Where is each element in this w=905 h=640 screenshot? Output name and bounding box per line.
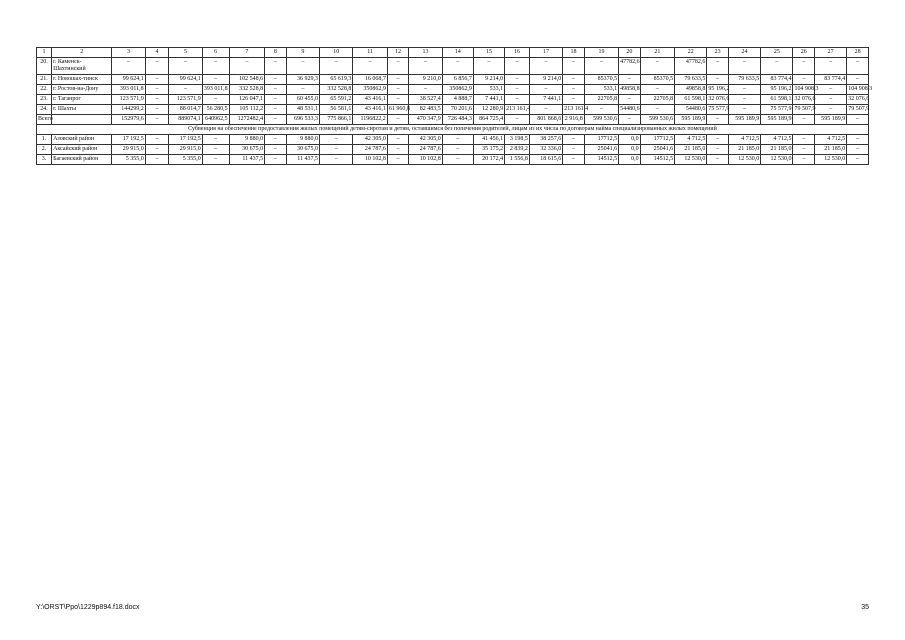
table-cell: 21 (640, 48, 674, 58)
table-cell: 7 441,1 (529, 95, 562, 105)
table-cell: – (286, 58, 319, 75)
table-cell: 533,1 (584, 85, 618, 95)
table-cell: 4 712,5 (728, 135, 760, 145)
table-cell: 332 528,8 (320, 85, 353, 95)
table-cell: 533,1 (473, 85, 504, 95)
table-cell: 35 175,2 (473, 145, 504, 155)
table-cell: – (265, 135, 287, 145)
table-cell: – (387, 115, 409, 125)
table-cell: – (640, 85, 674, 95)
table-cell: 123 571,9 (112, 95, 145, 105)
table-cell: 2. (37, 145, 52, 155)
table-cell: 350862,9 (353, 85, 387, 95)
table-cell: 10 (320, 48, 353, 58)
table-cell: 49858,8 (675, 85, 707, 95)
table-cell: 15 (473, 48, 504, 58)
table-cell: – (640, 58, 674, 75)
table-cell: 595 189,9 (814, 115, 846, 125)
table-cell: 25041,6 (640, 145, 674, 155)
table-cell: – (473, 58, 504, 75)
table-cell: – (265, 58, 287, 75)
table-cell: 41 456,1 (473, 135, 504, 145)
table-cell: 95 196,2 (707, 85, 729, 95)
table-cell: 14512,5 (640, 155, 674, 165)
table-cell: 2 839,2 (505, 145, 530, 155)
table-cell: 9 214,0 (473, 75, 504, 85)
table-cell: – (320, 135, 353, 145)
table-cell: 10 102,8 (409, 155, 442, 165)
table-row (37, 85, 869, 95)
section-title-row (37, 125, 869, 135)
table-cell: 9 880,0 (286, 135, 319, 145)
table-cell: 61 598,1 (675, 95, 707, 105)
page-number: 35 (861, 604, 869, 611)
table-cell: 48 531,1 (286, 105, 319, 115)
table-row (37, 135, 869, 145)
table-cell: – (145, 155, 169, 165)
table-cell: 4 888,7 (442, 95, 473, 105)
table-cell: 0,0 (619, 145, 641, 155)
table-cell: 22705,8 (640, 95, 674, 105)
table-cell: – (814, 85, 846, 95)
table-cell: 9 210,0 (409, 75, 442, 85)
table-cell: 102 548,6 (229, 75, 265, 85)
table-cell: 726 484,3 (442, 115, 473, 125)
table-cell: 42 305,0 (409, 135, 442, 145)
table-cell: 26 (793, 48, 815, 58)
table-cell: 9 880,0 (229, 135, 265, 145)
table-cell: 12 530,0 (728, 155, 760, 165)
table-cell: 83 774,4 (814, 75, 846, 85)
budget-table (36, 47, 873, 165)
table-cell: 20 (619, 48, 641, 58)
table-cell: 65 591,2 (320, 95, 353, 105)
table-cell: – (728, 58, 760, 75)
table-cell: – (387, 145, 409, 155)
table-cell: 22705,8 (584, 95, 618, 105)
table-cell: – (202, 95, 229, 105)
table-cell: 20. (37, 58, 52, 75)
section-title: Субвенция на обеспечение предоставления жилых помещений детям-сиротам и детям, оставшимся без попечения родителей, лицам из их числа по договорам найма специализированных жилых помещений (37, 125, 869, 135)
table-cell: 79 507,9 (793, 105, 815, 115)
table-cell: – (387, 58, 409, 75)
table-cell: – (265, 105, 287, 115)
table-cell: – (793, 75, 815, 85)
table-cell: – (793, 58, 815, 75)
table-cell: 88 014,7 (169, 105, 202, 115)
table-cell: – (145, 95, 169, 105)
table-row (37, 155, 869, 165)
table-cell: 22 (675, 48, 707, 58)
table-cell: 11 437,5 (229, 155, 265, 165)
table-cell: – (619, 95, 641, 105)
table-cell: 1272482,4 (229, 115, 265, 125)
table-cell: 4 712,5 (761, 135, 793, 145)
table-cell: 32 336,0 (529, 145, 562, 155)
table-cell: – (529, 105, 562, 115)
table-cell: 5 355,0 (112, 155, 145, 165)
table-cell: – (442, 58, 473, 75)
table-cell: 79 633,5 (728, 75, 760, 85)
table-cell: – (640, 105, 674, 115)
table-cell: – (202, 155, 229, 165)
table-cell: 1 556,8 (505, 155, 530, 165)
table-cell: – (505, 75, 530, 85)
table-cell: – (847, 155, 869, 165)
table-cell: 104 908,3 (847, 85, 869, 95)
table-cell: 99 624,1 (112, 75, 145, 85)
row-name-cell: г. Каменск-Шахтинский (52, 58, 112, 75)
table-cell: 10 102,8 (353, 155, 387, 165)
table-cell: 75 577,9 (761, 105, 793, 115)
table-cell: 126 047,1 (229, 95, 265, 105)
table-cell: – (761, 58, 793, 75)
table-row (37, 58, 869, 75)
table-cell: 79 507,9 (847, 105, 869, 115)
table-cell: 25041,6 (584, 145, 618, 155)
table-cell: – (265, 95, 287, 105)
table-row (37, 145, 869, 155)
table-cell: – (387, 155, 409, 165)
table-cell: – (286, 85, 319, 95)
table-cell: – (814, 95, 846, 105)
table-cell: 29 915,0 (169, 145, 202, 155)
table-cell: – (707, 75, 729, 85)
table-cell: 696 533,3 (286, 115, 319, 125)
table-cell: – (112, 58, 145, 75)
table-cell: 4 712,5 (675, 135, 707, 145)
table-cell: 83 774,4 (761, 75, 793, 85)
table-cell: 3 (112, 48, 145, 58)
table-cell: – (202, 58, 229, 75)
table-cell: 54480,6 (619, 105, 641, 115)
table-cell: – (202, 75, 229, 85)
table-cell: – (265, 115, 287, 125)
table-cell: 29 915,0 (112, 145, 145, 155)
table-cell: 889074,1 (169, 115, 202, 125)
table-cell: 1. (37, 135, 52, 145)
table-cell: 640962,5 (202, 115, 229, 125)
table-cell: 17 (529, 48, 562, 58)
table-cell: – (387, 75, 409, 85)
table-cell: 213 161,4 (563, 105, 585, 115)
table-cell: – (409, 58, 442, 75)
table-cell: 30 675,0 (229, 145, 265, 155)
table-cell: 152979,6 (112, 115, 145, 125)
table-cell: 12 530,0 (761, 155, 793, 165)
table-cell: 16 068,7 (353, 75, 387, 85)
table-cell: 24 (728, 48, 760, 58)
table-cell: 42 305,0 (353, 135, 387, 145)
table-cell: 18 615,6 (529, 155, 562, 165)
table-cell: – (563, 75, 585, 85)
table-cell: 43 416,1 (353, 95, 387, 105)
table-cell: 470 347,9 (409, 115, 442, 125)
table-cell: 0,0 (619, 135, 641, 145)
table-cell: – (387, 85, 409, 95)
table-cell: – (265, 155, 287, 165)
table-cell: – (169, 58, 202, 75)
table-cell: 775 866,1 (320, 115, 353, 125)
table-cell: 32 076,6 (707, 95, 729, 105)
table-cell: 12 280,9 (473, 105, 504, 115)
table-cell: – (563, 135, 585, 145)
table-cell: 16 (505, 48, 530, 58)
row-name-cell: Аксайский район (52, 145, 112, 155)
table-cell: 21. (37, 75, 52, 85)
table-cell: 23 (707, 48, 729, 58)
table-cell: – (145, 85, 169, 95)
table-cell: 12 530,0 (675, 155, 707, 165)
table-cell: – (353, 58, 387, 75)
table-cell: 5 355,0 (169, 155, 202, 165)
table-cell: 17712,5 (584, 135, 618, 145)
table-cell: 20 172,4 (473, 155, 504, 165)
table-cell: – (847, 75, 869, 85)
table-cell: 123 571,9 (169, 95, 202, 105)
table-cell: – (265, 145, 287, 155)
table-cell: 60 455,0 (286, 95, 319, 105)
table-cell: 213 161,4 (505, 105, 530, 115)
table-cell: – (265, 75, 287, 85)
table-cell: 75 577,9 (707, 105, 729, 115)
table-cell: 65 619,3 (320, 75, 353, 85)
table-cell: 38 527,4 (409, 95, 442, 105)
table-cell: – (847, 115, 869, 125)
table-cell: – (793, 155, 815, 165)
row-name-cell: г. Таганрог (52, 95, 112, 105)
table-cell: 17 192,5 (169, 135, 202, 145)
table-cell: – (584, 58, 618, 75)
table-cell: – (387, 95, 409, 105)
table-cell: – (563, 95, 585, 105)
table-cell: – (847, 135, 869, 145)
table-cell: – (707, 58, 729, 75)
table-cell: – (619, 115, 641, 125)
table-cell: 21 185,0 (728, 145, 760, 155)
table-cell: – (320, 145, 353, 155)
table-cell: 79 633,5 (675, 75, 707, 85)
table-cell: 4 (145, 48, 169, 58)
table-cell: 12 (387, 48, 409, 58)
table-cell: 595 189,9 (728, 115, 760, 125)
table-cell: 43 416,1 (353, 105, 387, 115)
table-cell: – (505, 95, 530, 105)
table-cell: 8 (265, 48, 287, 58)
row-name-cell: г. Новошах-тинск (52, 75, 112, 85)
row-name-cell: г. Ростов-на-Дону (52, 85, 112, 95)
table-cell: – (529, 85, 562, 95)
table-cell: – (707, 155, 729, 165)
table-cell: 7 441,1 (473, 95, 504, 105)
table-cell: 30 675,0 (286, 145, 319, 155)
table-cell: 24. (37, 105, 52, 115)
table-cell: 24 787,6 (353, 145, 387, 155)
table-cell: – (409, 85, 442, 95)
header-row (37, 48, 869, 58)
table-cell: 9 214,0 (529, 75, 562, 85)
table-cell: – (145, 145, 169, 155)
table-cell: – (529, 58, 562, 75)
table-cell: – (505, 58, 530, 75)
row-name-cell: Багаевский район (52, 155, 112, 165)
table-cell: – (793, 115, 815, 125)
table-cell: – (728, 95, 760, 105)
table-cell: 3. (37, 155, 52, 165)
table-cell: 332 528,8 (229, 85, 265, 95)
document-path: Y:\ORST\Ppo\1229p894.f18.docx (36, 604, 140, 611)
table-cell: 25 (761, 48, 793, 58)
table-cell: 13 (409, 48, 442, 58)
table-cell: – (145, 58, 169, 75)
table-cell: – (707, 115, 729, 125)
table-cell: 70 201,6 (442, 105, 473, 115)
table-cell: 17712,5 (640, 135, 674, 145)
table-cell: 4 712,5 (814, 135, 846, 145)
table-cell: 1196822,2 (353, 115, 387, 125)
table-cell: 18 (563, 48, 585, 58)
table-cell: 864 725,4 (473, 115, 504, 125)
table-cell: – (584, 105, 618, 115)
table-cell: – (505, 85, 530, 95)
table-cell: 85370,5 (640, 75, 674, 85)
table-cell: 6 856,7 (442, 75, 473, 85)
table-cell: 11 (353, 48, 387, 58)
table-cell: 0,0 (619, 155, 641, 165)
table-cell: – (145, 105, 169, 115)
table-cell: 54480,6 (675, 105, 707, 115)
table-cell: 47782,6 (675, 58, 707, 75)
table-cell: 105 112,2 (229, 105, 265, 115)
table-cell: 21 185,0 (675, 145, 707, 155)
table-row (37, 75, 869, 85)
table-cell: 95 196,2 (761, 85, 793, 95)
table-cell: – (563, 58, 585, 75)
table-cell: 56 280,5 (202, 105, 229, 115)
table-cell: 2 (52, 48, 112, 58)
table-cell: – (320, 58, 353, 75)
table-cell: 7 (229, 48, 265, 58)
table-cell: 14512,5 (584, 155, 618, 165)
table-cell: 23. (37, 95, 52, 105)
table-cell: 36 929,3 (286, 75, 319, 85)
table-cell: – (728, 85, 760, 95)
table-cell: 47782,6 (619, 58, 641, 75)
table-cell: – (847, 145, 869, 155)
table-cell: – (202, 135, 229, 145)
table-cell: – (202, 145, 229, 155)
table-cell: 85370,5 (584, 75, 618, 85)
table-cell: 12 530,0 (814, 155, 846, 165)
table-cell: – (442, 145, 473, 155)
table-cell: 350862,9 (442, 85, 473, 95)
table-cell: 144299,2 (112, 105, 145, 115)
table-cell: 801 868,6 (529, 115, 562, 125)
table-cell: 38 257,6 (529, 135, 562, 145)
table-cell: – (387, 135, 409, 145)
table-cell: – (229, 58, 265, 75)
table-cell: 27 (814, 48, 846, 58)
table-cell: 595 189,9 (761, 115, 793, 125)
table-cell: 104 908,3 (793, 85, 815, 95)
table-cell: 5 (169, 48, 202, 58)
row-name-cell (52, 115, 112, 125)
table-cell: 1 (37, 48, 52, 58)
table-cell: 2 916,8 (563, 115, 585, 125)
table-cell: 49858,8 (619, 85, 641, 95)
table-cell: 99 624,1 (169, 75, 202, 85)
table-cell: 595 189,9 (675, 115, 707, 125)
table-cell: – (563, 85, 585, 95)
table-cell: – (619, 75, 641, 85)
table-cell: – (728, 105, 760, 115)
table-cell: Всего (37, 115, 52, 125)
table-cell: 599 530,6 (640, 115, 674, 125)
table-cell: – (793, 145, 815, 155)
table-row (37, 105, 869, 115)
table-row (37, 115, 869, 125)
table-cell: 22. (37, 85, 52, 95)
table-cell: – (563, 155, 585, 165)
table-cell: 82 483,5 (409, 105, 442, 115)
table-cell: 21 185,0 (761, 145, 793, 155)
table-body (37, 48, 873, 165)
row-name-cell: Азовский район (52, 135, 112, 145)
table-cell: – (145, 75, 169, 85)
table-cell: – (505, 115, 530, 125)
table-cell: 393 011,8 (202, 85, 229, 95)
table-cell: – (814, 105, 846, 115)
table-cell: 24 787,6 (409, 145, 442, 155)
table-cell: 599 530,6 (584, 115, 618, 125)
table-cell: 32 076,6 (847, 95, 869, 105)
table-cell: 393 011,8 (112, 85, 145, 95)
table-cell: – (707, 145, 729, 155)
table-cell: 21 185,0 (814, 145, 846, 155)
table-cell: – (169, 85, 202, 95)
table-cell: – (563, 145, 585, 155)
table-cell: 19 (584, 48, 618, 58)
table-cell: 14 (442, 48, 473, 58)
table-cell: 61 960,8 (387, 105, 409, 115)
row-name-cell: г. Шахты (52, 105, 112, 115)
table-cell: – (707, 135, 729, 145)
table-cell: 61 598,1 (761, 95, 793, 105)
table-cell: 56 581,1 (320, 105, 353, 115)
table-cell: – (847, 58, 869, 75)
table-cell: – (442, 135, 473, 145)
table-cell: 6 (202, 48, 229, 58)
table-cell: – (145, 115, 169, 125)
table-cell: 11 437,5 (286, 155, 319, 165)
table-cell: – (793, 135, 815, 145)
table-cell: 3 198,5 (505, 135, 530, 145)
table-cell: 28 (847, 48, 869, 58)
table-cell: – (320, 155, 353, 165)
table-row (37, 95, 869, 105)
table-cell: – (265, 85, 287, 95)
table-cell: – (145, 135, 169, 145)
table-cell: 17 192,5 (112, 135, 145, 145)
table-cell: – (442, 155, 473, 165)
table-cell: 9 (286, 48, 319, 58)
table-cell: – (814, 58, 846, 75)
table-cell: 32 076,6 (793, 95, 815, 105)
